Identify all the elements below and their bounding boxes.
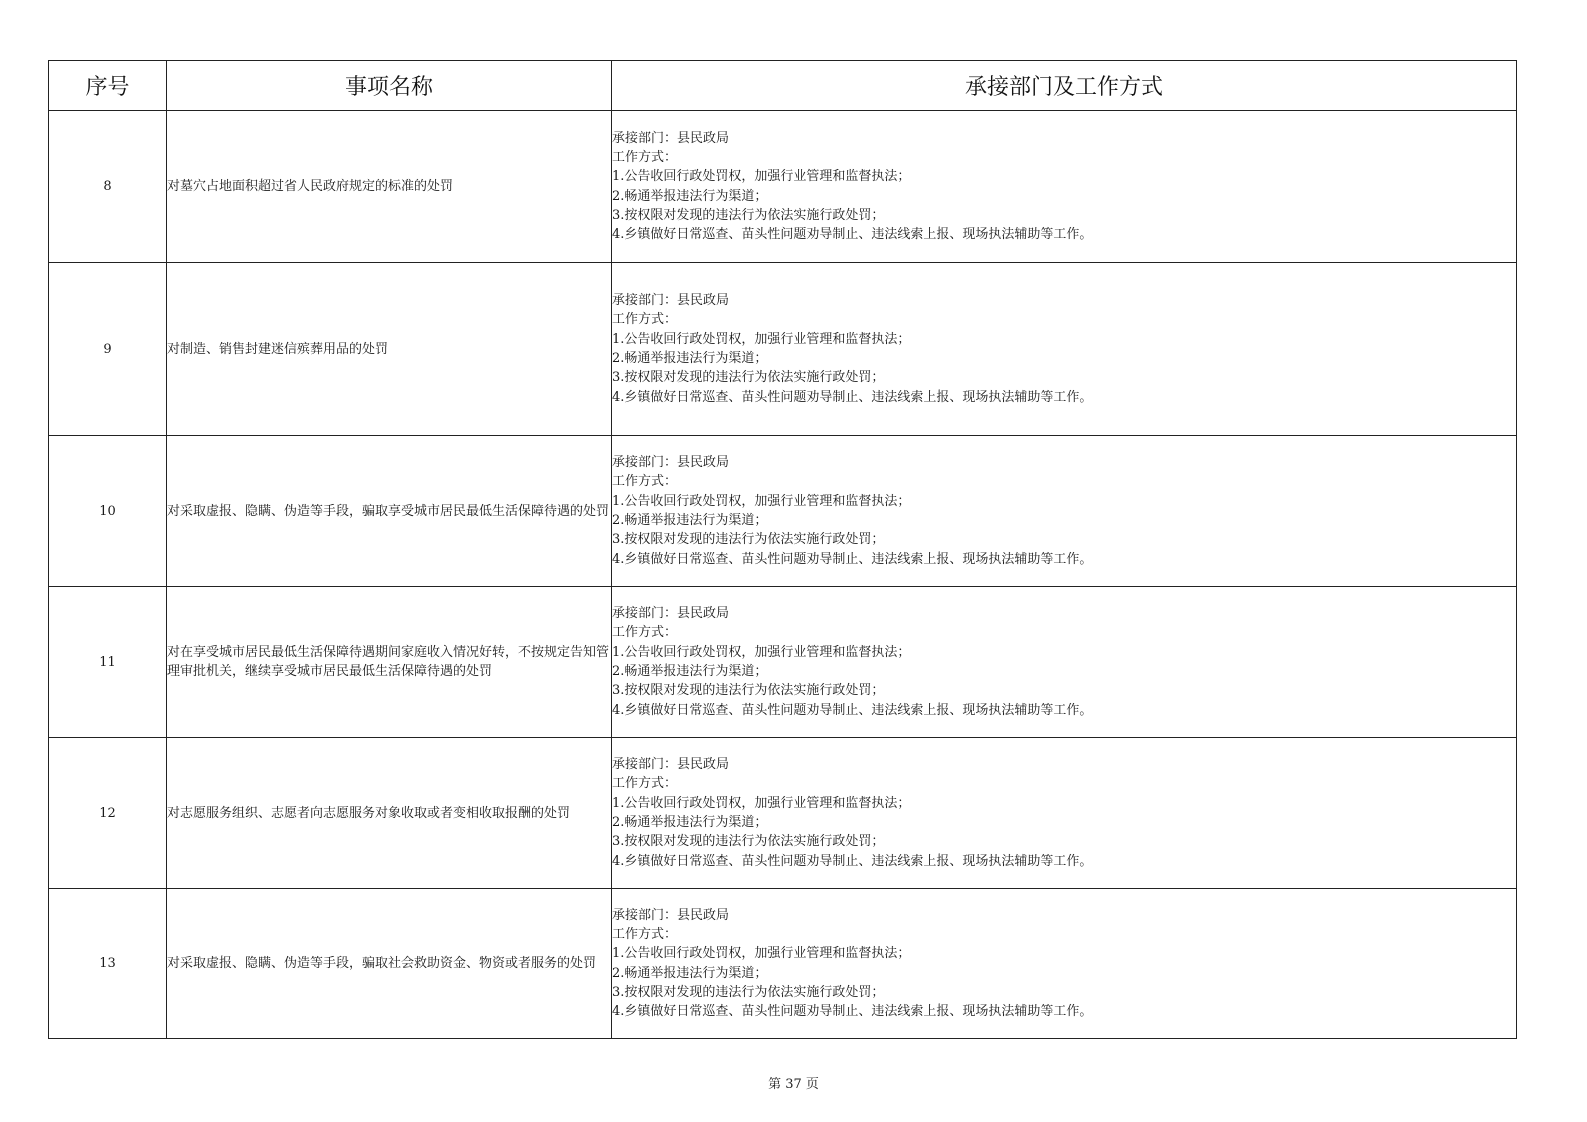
row-item-name: 对志愿服务组织、志愿者向志愿服务对象收取或者变相收取报酬的处罚 (167, 738, 612, 889)
method-label: 工作方式： (612, 776, 678, 792)
method-step-1: 1.公告收回行政处罚权，加强行业管理和监督执法； (612, 946, 911, 962)
method-step-1: 1.公告收回行政处罚权，加强行业管理和监督执法； (612, 644, 911, 660)
row-method (612, 738, 1517, 889)
method-step-1: 1.公告收回行政处罚权，加强行业管理和监督执法； (612, 169, 911, 185)
table-row (49, 436, 1517, 587)
method-step-2: 2.畅通举报违法行为渠道； (612, 965, 768, 981)
method-step-1: 1.公告收回行政处罚权，加强行业管理和监督执法； (612, 493, 911, 509)
method-step-2: 2.畅通举报违法行为渠道； (612, 188, 768, 204)
method-step-3: 3.按权限对发现的违法行为依法实施行政处罚； (612, 370, 885, 386)
header-department-method: 承接部门及工作方式 (612, 61, 1517, 111)
row-method (612, 436, 1517, 587)
row-index: 10 (49, 436, 167, 587)
method-step-4: 4.乡镇做好日常巡查、苗头性问题劝导制止、违法线索上报、现场执法辅助等工作。 (612, 227, 1093, 243)
method-label: 工作方式： (612, 625, 678, 641)
method-label: 工作方式： (612, 926, 678, 942)
method-department: 承接部门：县民政局 (612, 907, 730, 923)
header-index: 序号 (49, 61, 167, 111)
matters-table (48, 60, 1517, 1039)
method-label: 工作方式： (612, 312, 678, 328)
table-header-row (49, 61, 1517, 111)
row-index: 11 (49, 587, 167, 738)
method-step-1: 1.公告收回行政处罚权，加强行业管理和监督执法； (612, 331, 911, 347)
row-method (612, 111, 1517, 263)
table-row (49, 111, 1517, 263)
method-department: 承接部门：县民政局 (612, 293, 730, 309)
method-department: 承接部门：县民政局 (612, 130, 730, 146)
row-item-name: 对采取虚报、隐瞒、伪造等手段，骗取享受城市居民最低生活保障待遇的处罚 (167, 436, 612, 587)
method-department: 承接部门：县民政局 (612, 757, 730, 773)
method-step-3: 3.按权限对发现的违法行为依法实施行政处罚； (612, 207, 885, 223)
method-step-4: 4.乡镇做好日常巡查、苗头性问题劝导制止、违法线索上报、现场执法辅助等工作。 (612, 702, 1093, 718)
row-method (612, 587, 1517, 738)
method-step-4: 4.乡镇做好日常巡查、苗头性问题劝导制止、违法线索上报、现场执法辅助等工作。 (612, 551, 1093, 567)
method-step-3: 3.按权限对发现的违法行为依法实施行政处罚； (612, 984, 885, 1000)
method-step-2: 2.畅通举报违法行为渠道； (612, 513, 768, 528)
method-step-3: 3.按权限对发现的违法行为依法实施行政处罚； (612, 683, 885, 699)
table-row (49, 738, 1517, 889)
row-index: 12 (49, 738, 167, 889)
method-step-4: 4.乡镇做好日常巡查、苗头性问题劝导制止、违法线索上报、现场执法辅助等工作。 (612, 389, 1093, 405)
method-step-3: 3.按权限对发现的违法行为依法实施行政处罚； (612, 834, 885, 850)
page-number: 第 37 页 (768, 1077, 819, 1092)
row-index: 13 (49, 889, 167, 1039)
method-label: 工作方式： (612, 149, 678, 165)
row-index: 9 (49, 263, 167, 436)
method-step-3: 3.按权限对发现的违法行为依法实施行政处罚； (612, 532, 885, 548)
row-index: 8 (49, 111, 167, 263)
row-method (612, 889, 1517, 1039)
table-row (49, 889, 1517, 1039)
method-department: 承接部门：县民政局 (612, 606, 730, 622)
header-item-name: 事项名称 (167, 61, 612, 111)
row-method (612, 263, 1517, 436)
method-department: 承接部门：县民政局 (612, 455, 730, 471)
table-row (49, 263, 1517, 436)
method-step-2: 2.畅通举报违法行为渠道； (612, 351, 768, 366)
method-step-4: 4.乡镇做好日常巡查、苗头性问题劝导制止、违法线索上报、现场执法辅助等工作。 (612, 1004, 1093, 1020)
table-row (49, 587, 1517, 738)
method-step-2: 2.畅通举报违法行为渠道； (612, 815, 768, 830)
row-item-name: 对采取虚报、隐瞒、伪造等手段，骗取社会救助资金、物资或者服务的处罚 (167, 889, 612, 1039)
row-item-name: 对墓穴占地面积超过省人民政府规定的标准的处罚 (167, 111, 612, 263)
method-step-2: 2.畅通举报违法行为渠道； (612, 664, 768, 679)
method-step-1: 1.公告收回行政处罚权，加强行业管理和监督执法； (612, 795, 911, 811)
row-item-name: 对制造、销售封建迷信殡葬用品的处罚 (167, 263, 612, 436)
row-item-name: 对在享受城市居民最低生活保障待遇期间家庭收入情况好转，不按规定告知管理审批机关，继续享受城市居民最低生活保障待遇的处罚 (167, 587, 612, 738)
method-label: 工作方式： (612, 474, 678, 490)
method-step-4: 4.乡镇做好日常巡查、苗头性问题劝导制止、违法线索上报、现场执法辅助等工作。 (612, 853, 1093, 869)
